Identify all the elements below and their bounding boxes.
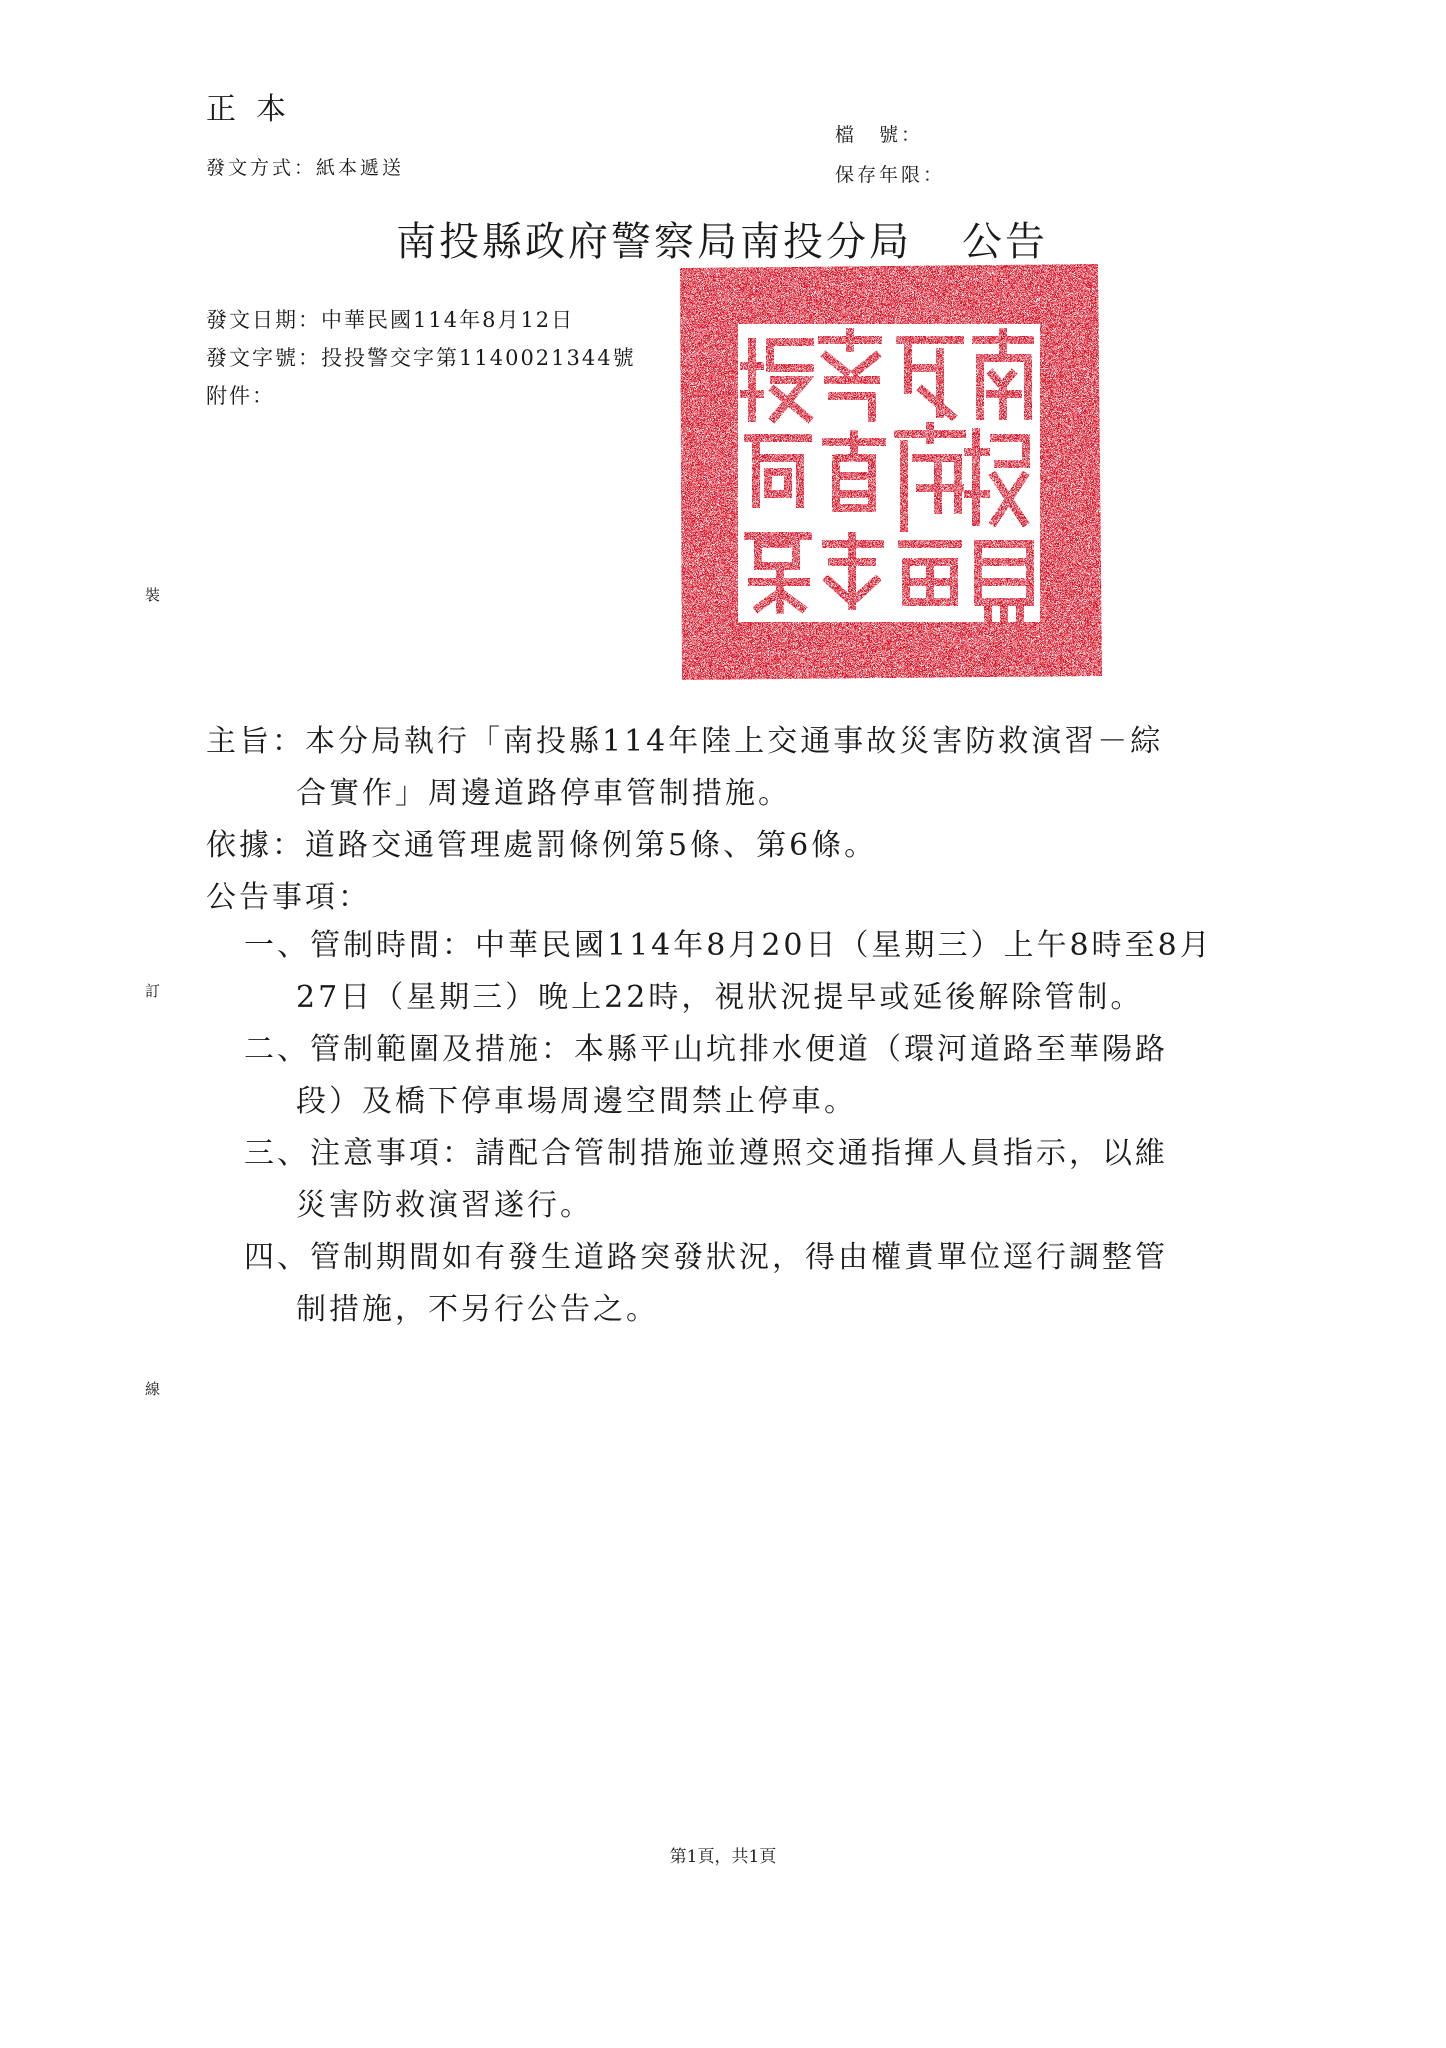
document-title (396, 210, 1048, 267)
issue-date: 發文日期：中華民國114年8月12日 (206, 308, 575, 332)
item-3-line-1: 三、注意事項：請配合管制措施並遵照交通指揮人員指示，以維 (244, 1136, 1168, 1171)
item-1-line-1: 一、管制時間：中華民國114年8月20日（星期三）上午8時至8月 (244, 928, 1213, 963)
binding-mark-xian: 線 (145, 1380, 161, 1398)
items-heading: 公告事項： (206, 880, 371, 915)
item-1-line-2: 27日（星期三）晚上22時，視狀況提早或延後解除管制。 (296, 980, 1144, 1015)
binding-mark-zhuang: 裝 (145, 586, 161, 604)
item-4-line-2: 制措施，不另行公告之。 (296, 1292, 659, 1327)
binding-mark-ding: 訂 (145, 982, 161, 1000)
subject-line-2: 合實作」周邊道路停車管制措施。 (296, 776, 791, 811)
file-number-label: 檔 號： (835, 124, 924, 146)
copy-type: 正本 (206, 92, 306, 127)
title-org: 南投縣政府警察局南投分局 (396, 219, 912, 265)
issue-number: 發文字號：投投警交字第1140021344號 (206, 346, 636, 370)
send-method: 發文方式：紙本遞送 (206, 157, 405, 179)
item-3-line-2: 災害防救演習遂行。 (296, 1188, 593, 1223)
title-doc-type: 公告 (962, 219, 1048, 265)
official-seal-icon (676, 262, 1104, 682)
attachment-label: 附件： (206, 384, 275, 408)
item-2-line-1: 二、管制範圍及措施：本縣平山坑排水便道（環河道路至華陽路 (244, 1032, 1168, 1067)
basis: 依據：道路交通管理處罰條例第5條、第6條。 (206, 828, 878, 863)
item-4-line-1: 四、管制期間如有發生道路突發狀況，得由權責單位逕行調整管 (244, 1240, 1168, 1275)
page-number: 第1頁，共1頁 (669, 1847, 777, 1867)
retention-period-label: 保存年限： (835, 164, 946, 186)
item-2-line-2: 段）及橋下停車場周邊空間禁止停車。 (296, 1084, 857, 1119)
subject-line-1: 主旨：本分局執行「南投縣114年陸上交通事故災害防救演習－綜 (206, 724, 1164, 759)
